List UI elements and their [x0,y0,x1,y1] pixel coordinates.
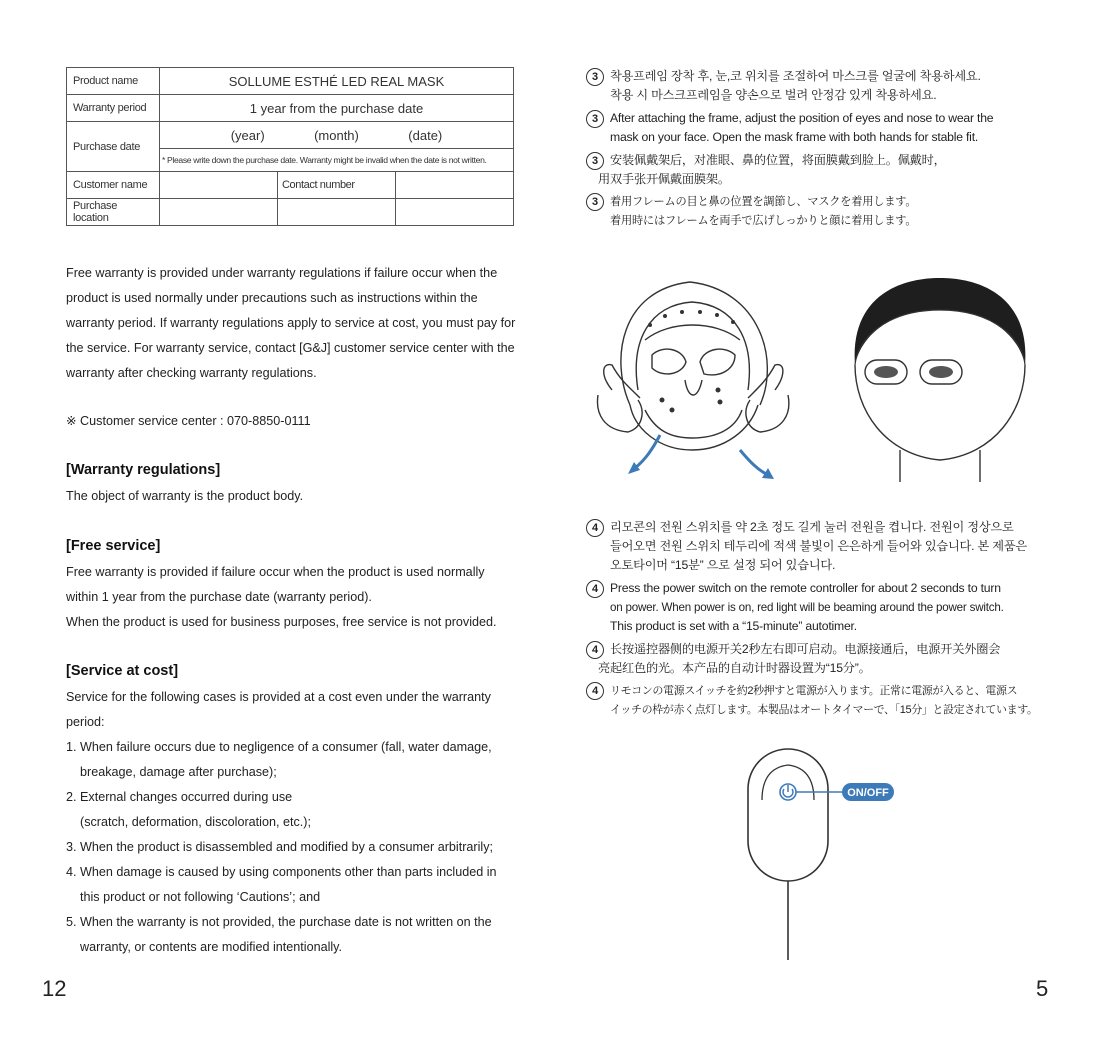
step-number-4: 4 [586,641,604,659]
step-number-4: 4 [586,580,604,598]
step-number-3: 3 [586,68,604,86]
contact-number-label: Contact number [278,172,396,199]
purchase-date-fields [160,122,514,149]
step-number-3: 3 [586,152,604,170]
step4-zh-line2: 亮起红色的光。本产品的自动计时器设置为“15分”。 [598,661,871,675]
step4-ko-line3: 오토타이머 “15분” 으로 설정 되어 있습니다. [610,558,836,572]
step3-ko-line1: 착용프레임 장착 후, 눈,코 위치를 조절하여 마스크를 얼굴에 착용하세요. [610,69,981,83]
step3-instructions [586,67,1046,231]
step3-ja-line1: 着用フレームの目と鼻の位置を調節し、マスクを着用します。 [610,196,917,208]
list-item: 5. When the warranty is not provided, the purchase date is not written on the warranty, or contents are modified intentionally. [66,915,492,954]
cost-list [66,735,518,960]
purchase-location-blank-1 [160,199,278,226]
step3-zh-line1: 安装佩戴架后，对准眼、鼻的位置，将面膜戴到脸上。佩戴时， [610,153,946,167]
purchase-location-blank-3 [396,199,514,226]
product-name-value: SOLLUME ESTHÉ LED REAL MASK [160,68,514,95]
free-service-text-2: When the product is used for business purposes, free service is not provided. [66,615,497,629]
month-field: (month) [314,127,359,143]
customer-name-label: Customer name [67,172,160,199]
year-field: (year) [230,127,265,143]
onoff-label: ON/OFF [847,787,889,799]
step4-ko-line2: 들어오면 전원 스위치 테두리에 적색 불빛이 은은하게 들어와 있습니다. 본 제품은 [610,539,1027,553]
free-service-heading: [Free service] [66,538,161,554]
step3-zh-line2: 用双手张开佩戴面膜架。 [598,172,730,186]
step4-ja-line2: イッチの枠が赤く点灯します。本製品はオートタイマーで、「15分」と設定されています。 [610,704,1038,716]
list-item: 4. When damage is caused by using components other than parts included in this product or not following ‘Cautions’; and [66,865,497,904]
step4-en-line3: This product is set with a “15-minute” autotimer. [610,619,857,633]
step4-en-line2: on power. When power is on, red light will be beaming around the power switch. [610,601,1004,614]
face-wearing-mask-illustration [845,270,1035,485]
customer-name-blank [160,172,278,199]
step3-en-line2: mask on your face. Open the mask frame with both hands for stable fit. [610,130,979,144]
step-number-4: 4 [586,519,604,537]
purchase-location-blank-2 [278,199,396,226]
purchase-date-note: * Please write down the purchase date. Warranty might be invalid when the date is not written. [160,149,514,172]
purchase-location-label: Purchase location [67,199,160,226]
warranty-period-label: Warranty period [67,95,160,122]
warranty-intro: Free warranty is provided under warranty regulations if failure occur when the product is used normally under precautions such as instructions within the warranty period. If warranty regulations apply to service at cost, you must pay for the service. For warranty service, contact [G&J] customer service center with the warranty after checking warranty regulations. [66,266,516,380]
step4-ko-line1: 리모콘의 전원 스위치를 약 2초 정도 길게 눌러 전원을 켭니다. 전원이 정상으로 [610,520,1014,534]
warranty-regulations-heading: [Warranty regulations] [66,462,221,478]
warranty-period-value: 1 year from the purchase date [160,95,514,122]
service-at-cost-heading: [Service at cost] [66,663,179,679]
power-switch-icon [780,784,796,800]
step3-ja-line2: 着用時にはフレームを両手で広げしっかりと顔に着用します。 [610,215,917,227]
step3-en-line1: After attaching the frame, adjust the position of eyes and nose to wear the [610,111,994,125]
warranty-regulations-text: The object of warranty is the product body. [66,489,304,503]
remote-controller-illustration [740,745,910,960]
step4-zh-line1: 长按遥控器侧的电源开关2秒左右即可启动。电源接通后，电源开关外圈会 [610,642,1001,656]
free-service-text-1: Free warranty is provided if failure occur when the product is used normally within 1 year from the purchase date (warranty period). [66,565,485,604]
list-item: 3. When the product is disassembled and modified by a consumer arbitrarily; [66,840,493,854]
step4-ja-line1: リモコンの電源スイッチを約2秒押すと電源が入ります。正常に電源が入ると、電源ス [610,685,1018,697]
date-field: (date) [408,127,443,143]
list-item: (scratch, deformation, discoloration, etc.); [80,815,311,829]
right-page-number: 5 [1036,976,1049,1001]
list-item: 1. When failure occurs due to negligence of a consumer (fall, water damage, breakage, damage after purchase); [66,740,492,779]
list-item: 2. External changes occurred during use [66,790,293,804]
step4-en-line1: Press the power switch on the remote controller for about 2 seconds to turn [610,581,1001,595]
left-page-number: 12 [42,976,67,1001]
step-number-3: 3 [586,193,604,211]
open-arrow-icons [635,435,768,475]
eye-openings-icon [865,360,962,384]
service-center: ※ Customer service center : 070-8850-0111 [66,414,311,428]
product-name-label: Product name [67,68,160,95]
contact-number-blank [396,172,514,199]
step-number-4: 4 [586,682,604,700]
mask-frame-illustration [590,270,800,485]
service-at-cost-intro: Service for the following cases is provided at a cost even under the warranty period: [66,690,491,729]
step3-ko-line2: 착용 시 마스크프레임을 양손으로 벌려 안정감 있게 착용하세요. [610,88,937,102]
warranty-card-table [66,67,514,226]
purchase-date-label: Purchase date [67,122,160,172]
step4-instructions [586,518,1046,720]
step-number-3: 3 [586,110,604,128]
